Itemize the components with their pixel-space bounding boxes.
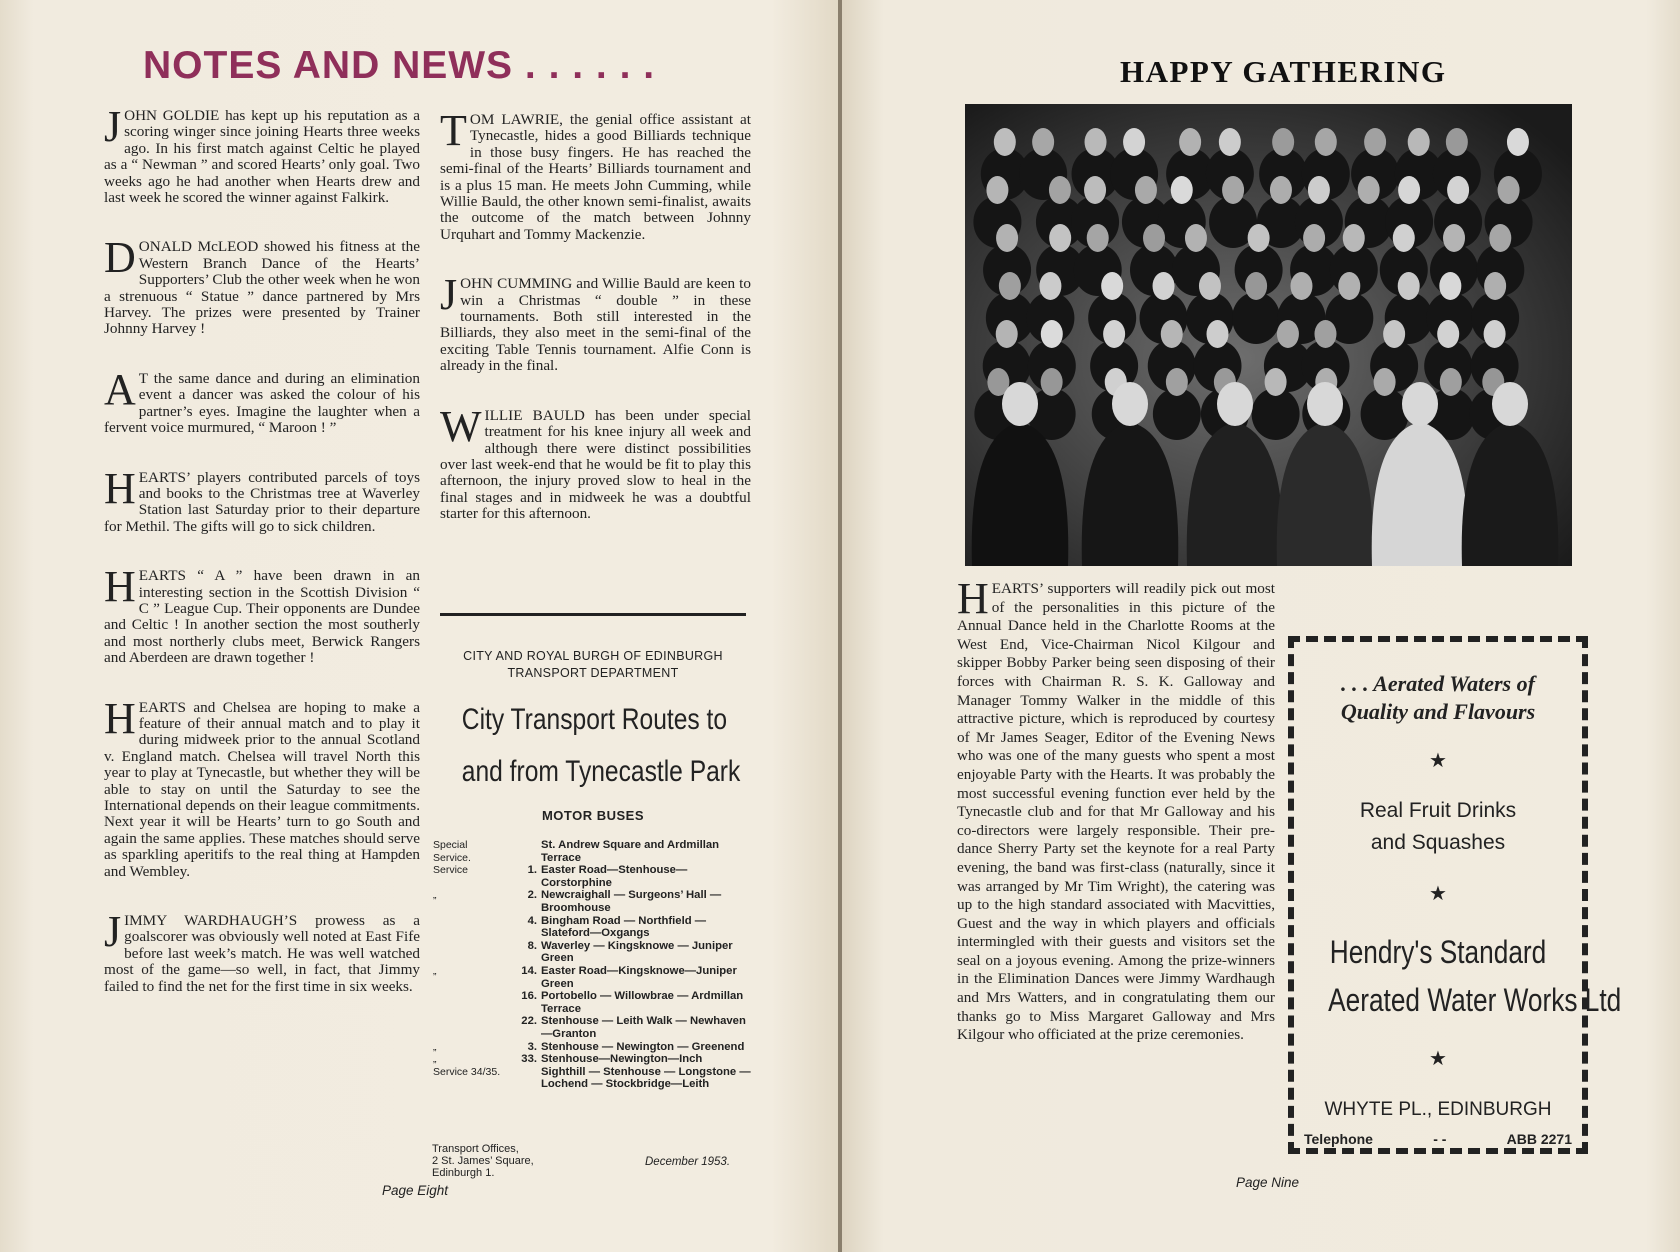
- person-face: [1161, 320, 1183, 348]
- person-face: [1484, 320, 1506, 348]
- person-face: [1484, 272, 1506, 300]
- person-face: [1446, 128, 1468, 156]
- annual-dance-photo: [965, 104, 1572, 566]
- right-page: [842, 0, 1680, 1252]
- person-face: [1498, 176, 1520, 204]
- person-face: [1364, 128, 1386, 156]
- route-text: Sighthill — Stenhouse — Longstone — Lochend — Stockbridge—Leith: [541, 1065, 751, 1091]
- person-face: [1290, 272, 1312, 300]
- note-tom-lawrie: TOM LAWRIE, the genial office assistant at Tynecastle, hides a good Billiards technique in those busy fingers. He has reached the semi-final of the Hearts’ Billiards tournament and is a plus 15 man. He meets John Cumming, while Willie Bauld, the other known semi-finalist, awaits the outcome of the match between Johnny Urquhart and Tommy Mackenzie.: [440, 106, 751, 243]
- route-row: [433, 1041, 753, 1054]
- note-hearts-chelsea: HEARTS and Chelsea are hoping to make a feature of their annual match and to play it during midweek prior to the annual Scotland v. England match. Chelsea will travel North this year to play at Tynecastle, but whether they will be able to stay on until the Saturday to see the International depends on their league commitments. Next year it will be Hearts’ turn to go South and again the same applies. These matches should serve as sparkling aperitifs to the real thing at Hampden and Wembley.: [104, 693, 420, 880]
- person-face: [1393, 224, 1415, 252]
- person-face: [1398, 176, 1420, 204]
- route-row: [433, 965, 753, 990]
- advert-tagline-1: . . . Aerated Waters of: [1341, 671, 1535, 696]
- person-face: [1338, 272, 1360, 300]
- person-face: [1358, 176, 1380, 204]
- route-number: 4.: [527, 914, 537, 927]
- transport-offices-address: [432, 1143, 534, 1179]
- advert-company-2: Aerated Water Works Ltd: [1328, 982, 1622, 1018]
- front-person-face: [1307, 382, 1343, 426]
- star-icon: ★: [1429, 750, 1447, 772]
- person-face: [1277, 320, 1299, 348]
- telephone-number: ABB 2271: [1506, 1131, 1572, 1147]
- person-face: [1265, 368, 1287, 396]
- person-face: [1085, 128, 1107, 156]
- person-face: [1308, 176, 1330, 204]
- person-face: [1248, 224, 1270, 252]
- person-face: [1032, 128, 1054, 156]
- route-label: Service 34/35.: [433, 1065, 501, 1078]
- advert-company-1: Hendry's Standard: [1329, 934, 1547, 970]
- route-row: [433, 889, 753, 914]
- person-face: [1489, 224, 1511, 252]
- person-face: [1207, 320, 1229, 348]
- person-face: [1087, 224, 1109, 252]
- left-page: [0, 0, 838, 1252]
- person-face: [1219, 128, 1241, 156]
- transport-routes-box: [433, 648, 753, 1091]
- person-face: [999, 272, 1021, 300]
- star-icon: ★: [1429, 883, 1447, 905]
- route-list: [433, 839, 753, 1091]
- route-row: [433, 1053, 753, 1066]
- route-label: [433, 1015, 503, 1040]
- advert-fruit-1: Real Fruit Drinks: [1359, 799, 1517, 822]
- route-label: Service: [433, 864, 469, 877]
- person-face: [1123, 128, 1145, 156]
- person-face: [1049, 224, 1071, 252]
- person-face: [1222, 176, 1244, 204]
- person-face: [1439, 272, 1461, 300]
- person-face: [996, 320, 1018, 348]
- route-text: Stenhouse — Leith Walk — Newhaven—Granton: [541, 1015, 746, 1040]
- person-face: [1041, 320, 1063, 348]
- route-number: 16.: [521, 990, 537, 1003]
- person-face: [986, 176, 1008, 204]
- person-face: [1135, 176, 1157, 204]
- route-number: 14.: [521, 964, 537, 977]
- front-person-face: [1492, 382, 1528, 426]
- route-label: [433, 940, 503, 965]
- front-person-face: [1002, 382, 1038, 426]
- person-face: [1270, 176, 1292, 204]
- route-label: Special Service.: [433, 839, 471, 864]
- route-row: [433, 915, 753, 940]
- note-maroon: AT the same dance and during an elimination event a dancer was asked the colour of his partner’s eyes. Imagine the laughter when a fervent voice murmured, “ Maroon ! ”: [104, 364, 420, 437]
- page-number-eight: Page Eight: [382, 1183, 449, 1198]
- transport-dept-line2: TRANSPORT DEPARTMENT: [507, 666, 679, 680]
- note-jimmy-wardhaugh: JIMMY WARDHAUGH’S prowess as a goalscorer was obviously well noted at East Fife before last week’s match. He was well watched most of the game—so well, in fact, that Jimmy failed to find the net for the first time in six weeks.: [104, 907, 420, 995]
- person-face: [1447, 176, 1469, 204]
- route-text: Easter Road—Kingsknowe—Juniper Green: [541, 964, 737, 990]
- advert-tagline-2: Quality and Flavours: [1340, 699, 1536, 724]
- crowd-photo-graphic: [965, 104, 1572, 566]
- advert-telephone: [1304, 1131, 1572, 1147]
- person-face: [1507, 128, 1529, 156]
- note-john-cumming: JOHN CUMMING and Willie Bauld are keen to win a Christmas “ double ” in these tournaments. Both still interested in the Billiards, they also meet in the semi-final of the exciting Table Tennis tournament. Alfie Conn is already in the final.: [440, 270, 751, 375]
- route-number: [503, 839, 541, 864]
- person-face: [1398, 272, 1420, 300]
- route-text: Portobello — Willowbrae — Ardmillan Terrace: [541, 990, 744, 1015]
- person-face: [994, 128, 1016, 156]
- route-row: [433, 940, 753, 965]
- person-face: [1084, 176, 1106, 204]
- person-face: [1101, 272, 1123, 300]
- route-text: St. Andrew Square and Ardmillan Terrace: [541, 839, 720, 864]
- person-face: [1343, 224, 1365, 252]
- route-number: 1.: [527, 864, 537, 877]
- transport-title-line2: and from Tynecastle Park: [461, 755, 741, 788]
- star-icon: ★: [1429, 1048, 1447, 1070]
- person-face: [1143, 224, 1165, 252]
- transport-dept-line1: CITY AND ROYAL BURGH OF EDINBURGH: [463, 649, 723, 663]
- route-number: 8.: [527, 939, 537, 952]
- person-face: [1041, 368, 1063, 396]
- route-text: Stenhouse — Newington — Greenend: [541, 1040, 745, 1053]
- route-label: „: [433, 1053, 437, 1066]
- note-willie-bauld: WILLIE BAULD has been under special treatment for his knee injury all week and although there were distinct possibilities over last week-end that he would be fit to play this afternoon, the injury proved slow to heal in the final stages and in midweek he was a doubtful starter for this afternoon.: [440, 401, 751, 523]
- route-text: Waverley — Kingsknowe — Juniper Green: [541, 939, 733, 965]
- person-face: [1272, 128, 1294, 156]
- person-face: [1314, 320, 1336, 348]
- telephone-label: Telephone: [1304, 1131, 1373, 1147]
- person-face: [1166, 368, 1188, 396]
- note-hearts-a: HEARTS “ A ” have been drawn in an interesting section in the Scottish Division “ C ” League Cup. Their opponents are Dundee and Celtic ! In another section the most southerly and most northerly clubs meet, Berwick Rangers and Aberdeen are drawn together !: [104, 562, 420, 667]
- route-text: Bingham Road — Northfield — Slateford—Oxgangs: [541, 914, 707, 940]
- route-label: „: [433, 964, 437, 977]
- route-text: Easter Road—Stenhouse—Corstorphine: [541, 864, 688, 889]
- route-number: 33.: [521, 1053, 537, 1066]
- person-face: [1383, 320, 1405, 348]
- route-row: [433, 839, 753, 864]
- transport-date: December 1953.: [645, 1156, 731, 1168]
- route-text: Newcraighall — Surgeons’ Hall —Broomhouse: [541, 889, 722, 914]
- route-row: [433, 990, 753, 1015]
- happy-gathering-heading: HAPPY GATHERING: [1120, 54, 1447, 89]
- front-person-face: [1217, 382, 1253, 426]
- hendrys-advert: [1288, 636, 1622, 1154]
- transport-subtitle: MOTOR BUSES: [541, 808, 645, 823]
- person-face: [1185, 224, 1207, 252]
- person-face: [1437, 320, 1459, 348]
- front-person-face: [1112, 382, 1148, 426]
- route-row: [433, 1015, 753, 1040]
- transport-title-line1: City Transport Routes to: [461, 703, 728, 736]
- note-john-goldie: JOHN GOLDIE has kept up his reputation as a scoring winger since joining Hearts three weeks ago. In his first match against Celtic he played as a “ Newman ” and scored Hearts’ only goal. Two weeks ago he had another when Hearts drew and last week he scored the winner against Falkirk.: [104, 102, 420, 207]
- route-label: [433, 990, 503, 1015]
- person-face: [1171, 176, 1193, 204]
- person-face: [1440, 368, 1462, 396]
- notes-and-news-heading: NOTES AND NEWS . . . . . .: [143, 44, 656, 87]
- transport-offices-line1: Transport Offices,: [432, 1143, 519, 1155]
- route-number: 2.: [527, 889, 537, 902]
- notes-column-2: [440, 106, 751, 556]
- route-number: 3.: [527, 1040, 537, 1053]
- note-christmas-tree: HEARTS’ players contributed parcels of toys and books to the Christmas tree at Waverley Station last Saturday prior to their departure for Methil. The gifts will go to sick children.: [104, 463, 420, 535]
- page-number-nine: Page Nine: [1236, 1175, 1300, 1190]
- person-face: [1245, 272, 1267, 300]
- route-number: [503, 1066, 541, 1091]
- person-face: [1179, 128, 1201, 156]
- person-face: [1303, 224, 1325, 252]
- person-face: [1443, 224, 1465, 252]
- happy-gathering-article: HEARTS’ supporters will readily pick out most of the personalities in this picture of the Annual Dance held in the Charlotte Rooms at the West End, Vice-Chairman Nicol Kilgour and skipper Bobby Parker being seen disposing of their forces with Chairman R. S. K. Galloway and Manager Tommy Walker in the middle of this attractive picture, which is reproduced by courtesy of Mr James Seager, Editor of the Evening News who was one of the many guests who spent a most enjoyable Party with the Hearts. It was probably the most successful evening function ever held by the Tynecastle club and for that Mr Galloway and his co-directors were largely responsible. Their pre-dance Sherry Party set the keynote for a real Party evening, the band was first-class (naturally, since it was arranged by Mr Tim Wright), the catering was up to the high standard associated with Macvitties, Guest and the way in which players and officials intermingled with their guests and visitors set the seal on a joyous evening. Among the prize-winners in the Elimination Dances were Jimmy Wardhaugh and Mrs Watters, and in congratulating them our thanks go to Miss Margaret Galloway and Mrs Kilgour who officiated at the prize ceremonies.: [957, 574, 1275, 1044]
- person-face: [1039, 272, 1061, 300]
- transport-offices-line2: 2 St. James’ Square,: [432, 1155, 534, 1167]
- advert-fruit-2: and Squashes: [1370, 831, 1506, 854]
- advert-address: WHYTE PL., EDINBURGH: [1324, 1099, 1552, 1120]
- route-label: „: [433, 889, 437, 902]
- person-face: [1408, 128, 1430, 156]
- route-text: Stenhouse—Newington—Inch: [541, 1053, 703, 1066]
- note-donald-mcleod: DONALD McLEOD showed his fitness at the Western Branch Dance of the Hearts’ Supporters’ Club the other week when he won a strenuous “ Statue ” dance partnered by Mrs Harvey. The prizes were presented by Trainer Johnny Harvey !: [104, 233, 420, 338]
- person-face: [1049, 176, 1071, 204]
- column-divider-rule: [440, 613, 746, 616]
- route-label: „: [433, 1040, 437, 1053]
- telephone-dash: - -: [1433, 1131, 1447, 1147]
- person-face: [1374, 368, 1396, 396]
- notes-column-1: [104, 102, 420, 1028]
- route-row: [433, 864, 753, 889]
- person-face: [1315, 128, 1337, 156]
- person-face: [1199, 272, 1221, 300]
- front-person-face: [1402, 382, 1438, 426]
- person-face: [1103, 320, 1125, 348]
- route-row: [433, 1066, 753, 1091]
- route-number: 22.: [521, 1015, 537, 1028]
- person-face: [1153, 272, 1175, 300]
- route-label: [433, 915, 503, 940]
- transport-offices-line3: Edinburgh 1.: [432, 1167, 495, 1179]
- person-face: [996, 224, 1018, 252]
